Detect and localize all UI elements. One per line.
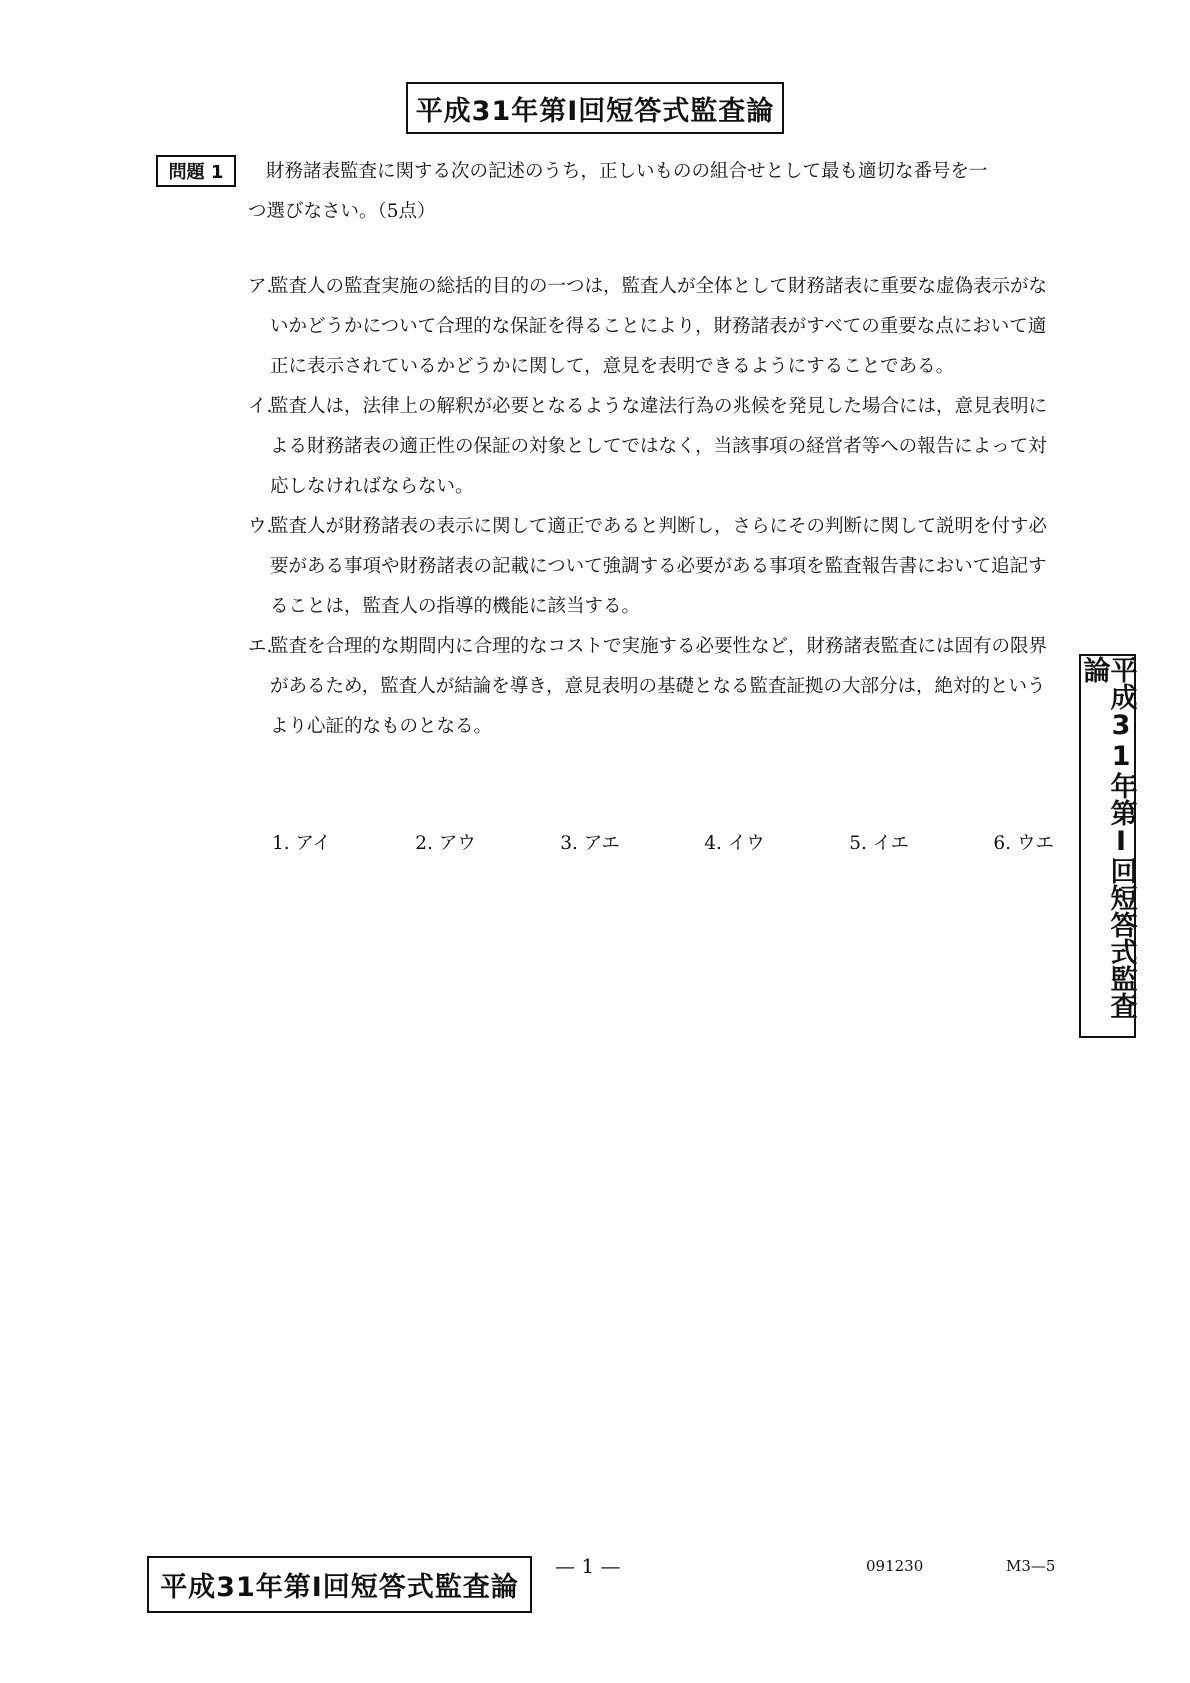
statement-marker: ア. bbox=[248, 276, 273, 297]
question-number-label: 問題 1 bbox=[156, 155, 236, 187]
answer-choice-6: 6. ウエ bbox=[993, 833, 1054, 854]
answer-choices bbox=[272, 829, 1054, 855]
statement-marker: イ. bbox=[248, 396, 273, 417]
question-prompt bbox=[248, 152, 1054, 232]
question-prompt-line-2: つ選びなさい。（5点） bbox=[248, 201, 436, 222]
footer-title: 平成31年第Ⅰ回短答式監査論 bbox=[147, 1556, 532, 1613]
statement-text: 監査を合理的な期間内に合理的なコストで実施する必要性など，財務諸表監査には固有の限界があるため，監査人が結論を導き，意見表明の基礎となる監査証拠の大部分は，絶対的というより心証的なものとなる。 bbox=[270, 636, 1048, 737]
document-code: 091230 bbox=[866, 1557, 924, 1575]
statement-item-i bbox=[248, 387, 1054, 507]
version-code: M3—5 bbox=[1006, 1557, 1056, 1575]
answer-choice-5: 5. イエ bbox=[849, 833, 909, 854]
statement-text: 監査人が財務諸表の表示に関して適正であると判断し，さらにその判断に関して説明を付す必要がある事項や財務諸表の記載について強調する必要がある事項を監査報告書において追記することは，監査人の指導的機能に該当する。 bbox=[270, 516, 1048, 617]
statement-text: 監査人は，法律上の解釈が必要となるような違法行為の兆候を発見した場合には，意見表明による財務諸表の適正性の保証の対象としてではなく，当該事項の経営者等への報告によって対応しなければならない。 bbox=[270, 396, 1048, 497]
page-title: 平成31年第Ⅰ回短答式監査論 bbox=[406, 82, 784, 134]
answer-choice-1: 1. アイ bbox=[272, 833, 331, 854]
question-prompt-line-1: 財務諸表監査に関する次の記述のうち，正しいものの組合せとして最も適切な番号を一 bbox=[266, 161, 988, 182]
statement-marker: エ. bbox=[248, 636, 273, 657]
statement-text: 監査人の監査実施の総括的目的の一つは，監査人が全体として財務諸表に重要な虚偽表示がないかどうかについて合理的な保証を得ることにより，財務諸表がすべての重要な点において適正に表示されているかどうかに関して，意見を表明できるようにすることである。 bbox=[270, 276, 1048, 377]
statement-item-a bbox=[248, 267, 1054, 387]
answer-choice-4: 4. イウ bbox=[704, 833, 765, 854]
statement-item-u bbox=[248, 507, 1054, 627]
statement-marker: ウ. bbox=[248, 516, 273, 537]
side-tab-label: 平成31年第Ⅰ回短答式監査論 bbox=[1079, 654, 1136, 1038]
answer-choice-2: 2. アウ bbox=[415, 833, 476, 854]
statement-list bbox=[248, 267, 1054, 747]
statement-item-e bbox=[248, 627, 1054, 747]
answer-choice-3: 3. アエ bbox=[560, 833, 620, 854]
page-number: — 1 — bbox=[555, 1554, 621, 1578]
